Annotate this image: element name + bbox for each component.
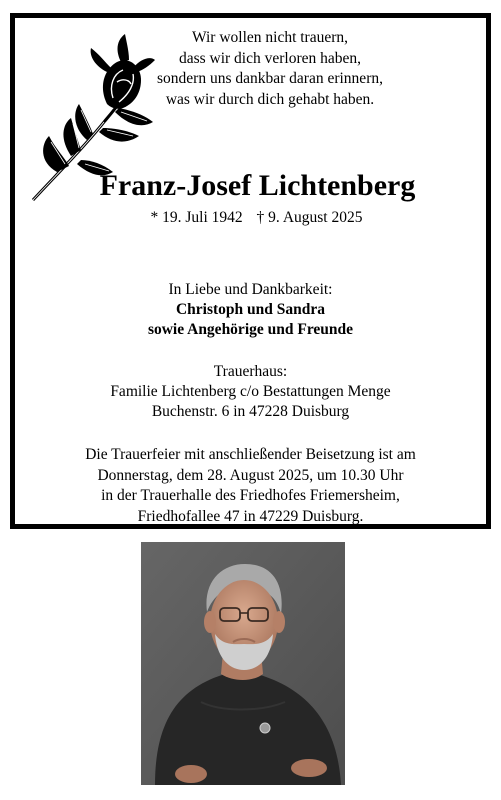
quote-line: dass wir dich verloren haben,: [178, 49, 362, 67]
service-line: Die Trauerfeier mit anschließender Beisetzung ist am: [85, 446, 416, 463]
mourner-line: sowie Angehörige und Freunde: [147, 321, 354, 338]
mourner-line: Christoph und Sandra: [175, 301, 326, 318]
service-line: Donnerstag, dem 28. August 2025, um 10.30 Uhr: [97, 466, 404, 484]
obituary-notice: [10, 13, 491, 529]
portrait-image: [141, 542, 345, 785]
life-dates: [15, 208, 486, 228]
service-line: Friedhofallee 47 in 47229 Duisburg.: [137, 507, 364, 525]
memorial-quote: [125, 28, 415, 110]
address-line: Familie Lichtenberg c/o Bestattungen Menge: [110, 383, 391, 400]
address-line: Buchenstr. 6 in 47228 Duisburg: [151, 403, 350, 420]
quote-line: sondern uns dankbar daran erinnern,: [157, 70, 383, 87]
trauerhaus-label: Trauerhaus:: [213, 363, 288, 380]
death-date: † 9. August 2025: [256, 209, 363, 226]
quote-line: was wir durch dich gehabt haben.: [165, 90, 375, 108]
trauerhaus-address: [15, 362, 486, 422]
birth-date: * 19. Juli 1942: [150, 209, 243, 226]
mourners-list: [15, 300, 486, 340]
quote-line: Wir wollen nicht trauern,: [191, 29, 349, 46]
portrait-photo: [141, 542, 345, 785]
thanks-intro: In Liebe und Dankbarkeit:: [168, 281, 333, 298]
service-details: [15, 445, 486, 527]
service-line: in der Trauerhalle des Friedhofes Friemersheim,: [101, 487, 400, 504]
deceased-name: Franz-Josef Lichtenberg: [99, 169, 416, 202]
